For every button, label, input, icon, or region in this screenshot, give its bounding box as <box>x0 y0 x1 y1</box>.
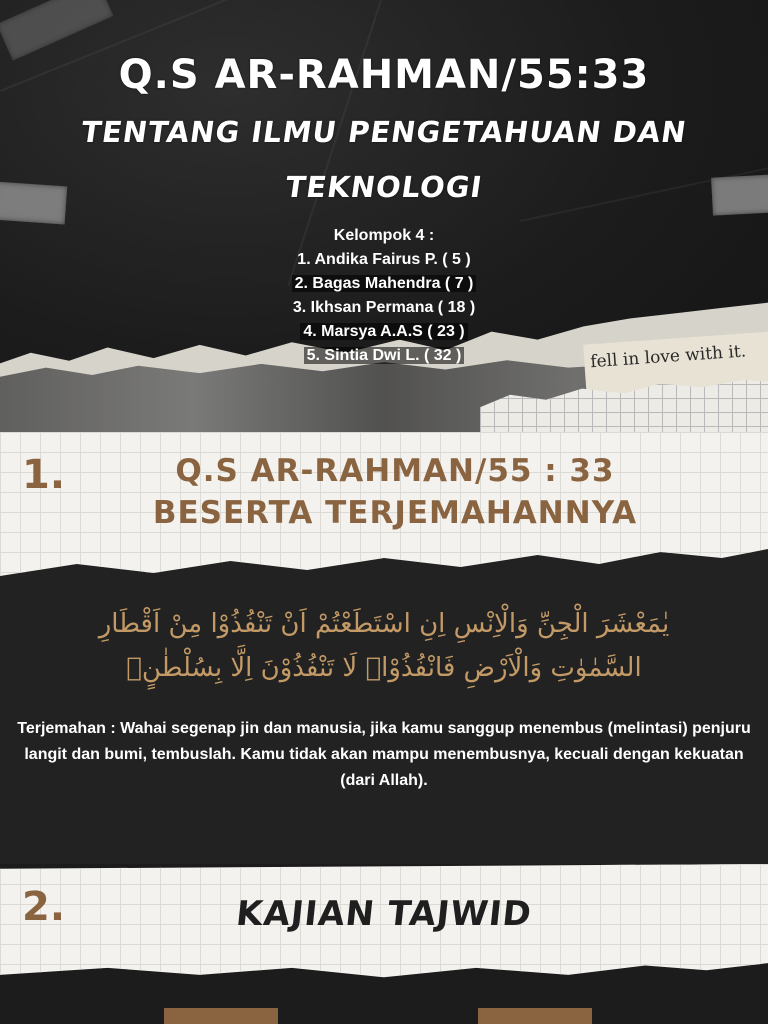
member-item: 1. Andika Fairus P. ( 5 ) <box>297 251 471 268</box>
cover-section <box>0 0 768 432</box>
translation-text: Terjemahan : Wahai segenap jin dan manusia, jika kamu sanggup menembus (melintasi) penjuru langit dan bumi, tembuslah. Kamu tidak akan mampu menembusnya, kecuali dengan kekuatan (dari Allah). <box>17 720 751 789</box>
member-item: 5. Sintia Dwi L. ( 32 ) <box>0 344 768 368</box>
member-item: 4. Marsya A.A.S ( 23 ) <box>0 320 768 344</box>
section-title-line1: Q.S AR-RAHMAN/55 : 33 <box>175 453 615 489</box>
arabic-verse-line2: السَّمٰوٰتِ وَالْاَرْضِ فَانْفُذُوْاۗ لَا تَنْفُذُوْنَ اِلَّا بِسُلْطٰنٍۚ <box>126 653 642 683</box>
page-subtitle-line1: TENTANG ILMU PENGETAHUAN DAN <box>78 115 689 149</box>
verse-section <box>0 432 768 864</box>
book-page-text: fell in love with it. <box>589 341 747 373</box>
page-subtitle-line2: TEKNOLOGI <box>283 170 485 204</box>
section-title-line2: BESERTA TERJEMAHANNYA <box>152 495 638 531</box>
arabic-verse <box>40 602 728 690</box>
section-title: KAJIAN TAJWID <box>234 894 534 934</box>
member-item: 2. Bagas Mahendra ( 7 ) <box>0 272 768 296</box>
dark-texture <box>0 552 768 864</box>
tajwid-label-box <box>164 1008 278 1024</box>
section-number: 1. <box>22 452 66 498</box>
member-item: 3. Ikhsan Permana ( 18 ) <box>292 299 476 316</box>
member-list <box>0 224 768 368</box>
section-number: 2. <box>22 884 66 930</box>
arabic-verse-line1: يٰمَعْشَرَ الْجِنِّ وَالْاِنْسِ اِنِ اسْتَطَعْتُمْ اَنْ تَنْفُذُوْا مِنْ اَقْطَارِ <box>98 609 670 639</box>
tajwid-label-box <box>478 1008 592 1024</box>
page-title: Q.S AR-RAHMAN/55:33 <box>118 52 650 98</box>
group-label: Kelompok 4 : <box>333 227 435 244</box>
tajwid-section <box>0 864 768 1024</box>
